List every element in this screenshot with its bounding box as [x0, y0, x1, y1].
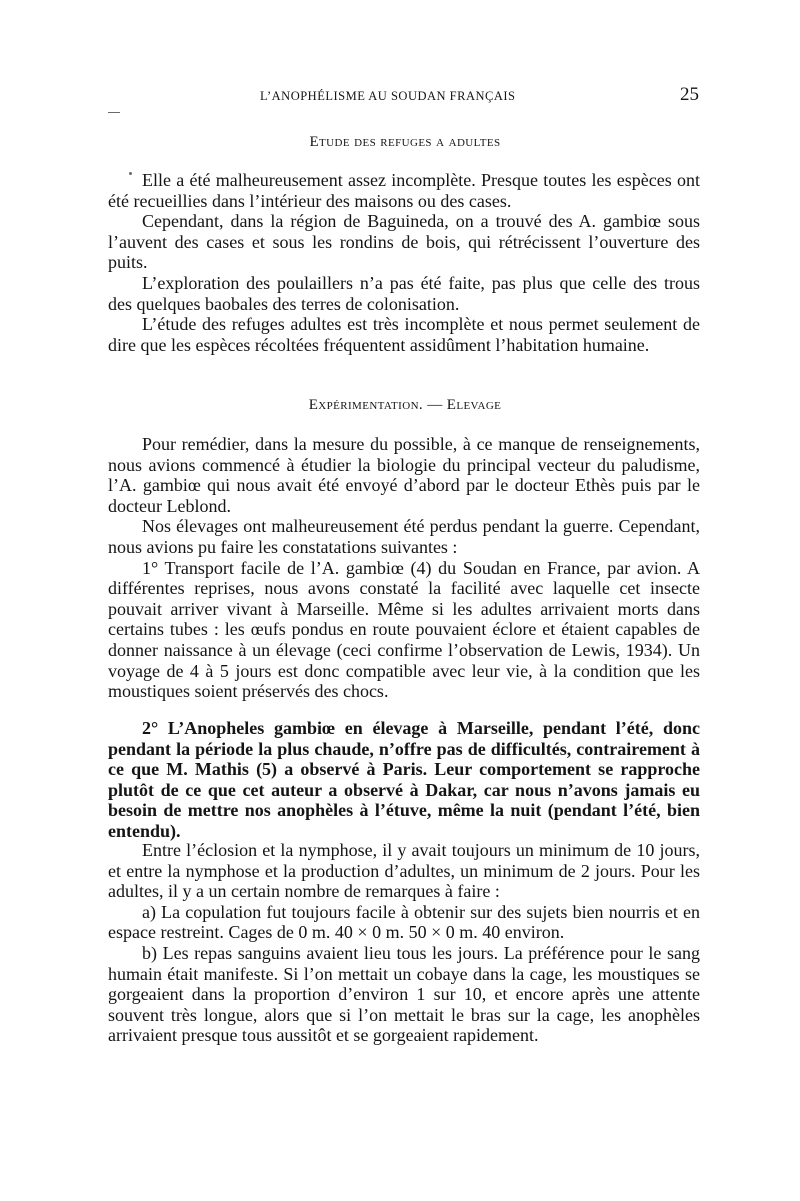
section-heading-refuges: Etude des refuges a adultes — [309, 134, 501, 150]
paragraph: Pour remédier, dans la mesure du possible, à ce manque de renseignements, nous avions commencé à étudier la biologie du principal vecteur du paludisme, l’A. gambiœ qui nous avait été envoyé d’abord par le docteur Ethès puis par le docteur Leblond. — [108, 434, 700, 516]
bold-paragraph: 2° L’Anopheles gambiœ en élevage à Marseille, pendant l’été, donc pendant la période la plus chaude, n’offre pas de difficultés, contrairement à ce que M. Mathis (5) a observé à Paris. Leur comportement se rapproche plutôt de ce que cet auteur a observé à Dakar, car nous n’avons jamais eu besoin de mettre nos anophèles à l’étuve, même la nuit (pendant l’été, bien entendu). — [108, 718, 700, 841]
section-experimentation-continued — [108, 840, 700, 1046]
paragraph: Entre l’éclosion et la nymphose, il y avait toujours un minimum de 10 jours, et entre la nymphose et la production d’adultes, un minimum de 2 jours. Pour les adultes, il y a un certain nombre de remarques à faire : — [108, 840, 700, 902]
paragraph: 1° Transport facile de l’A. gambiœ (4) du Soudan en France, par avion. A différentes reprises, nous avons constaté la facilité avec laquelle cet insecte pouvait arriver vivant à Marseille. Même si les adultes arrivaient morts dans certains tubes : les œufs pondus en route pouvaient éclore et étaient capables de donner naissance à un élevage (ceci confirme l’observation de Lewis, 1934). Un voyage de 4 à 5 jours est donc compatible avec leur vie, à la condition que les moustiques soient préservés des chocs. — [108, 557, 700, 702]
margin-dash-mark — [108, 112, 120, 113]
paragraph: L’exploration des poulaillers n’a pas été faite, pas plus que celle des trous des quelques baobales des terres de colonisation. — [108, 272, 700, 314]
paragraph: Elle a été malheureusement assez incomplète. Presque toutes les espèces ont été recueillies dans l’intérieur des maisons ou des cases. — [108, 170, 700, 211]
section-heading-experimentation: Expérimentation. — Elevage — [308, 397, 502, 413]
bold-paragraph-block — [108, 718, 700, 842]
paragraph: Cependant, dans la région de Baguineda, on a trouvé des A. gambiœ sous l’auvent des cases et sous les rondins de bois, qui rétrécissent l’ouverture des puits. — [108, 211, 700, 273]
paragraph: Nos élevages ont malheureusement été perdus pendant la guerre. Cependant, nous avions pu faire les constatations suivantes : — [108, 516, 700, 557]
running-head: L’ANOPHÉLISME AU SOUDAN FRANÇAIS — [260, 89, 516, 103]
paragraph: a) La copulation fut toujours facile à obtenir sur des sujets bien nourris et en espace restreint. Cages de 0 m. 40 × 0 m. 50 × 0 m. 40 environ. — [108, 901, 700, 943]
paragraph: b) Les repas sanguins avaient lieu tous les jours. La préférence pour le sang humain était manifeste. Si l’on mettait un cobaye dans la cage, les moustiques se gorgeaient dans la proportion d’environ 1 sur 10, et encore après une attente souvent très longue, alors que si l’on mettait le bras sur la cage, les anophèles arrivaient presque tous aussitôt et se gorgeaient rapidement. — [108, 942, 700, 1046]
paragraph: L’étude des refuges adultes est très incomplète et nous permet seulement de dire que les espèces récoltées fréquentent assidûment l’habitation humaine. — [108, 314, 700, 355]
section-refuges-body — [108, 170, 700, 355]
section-experimentation-body — [108, 434, 700, 702]
page-number: 25 — [680, 84, 699, 105]
